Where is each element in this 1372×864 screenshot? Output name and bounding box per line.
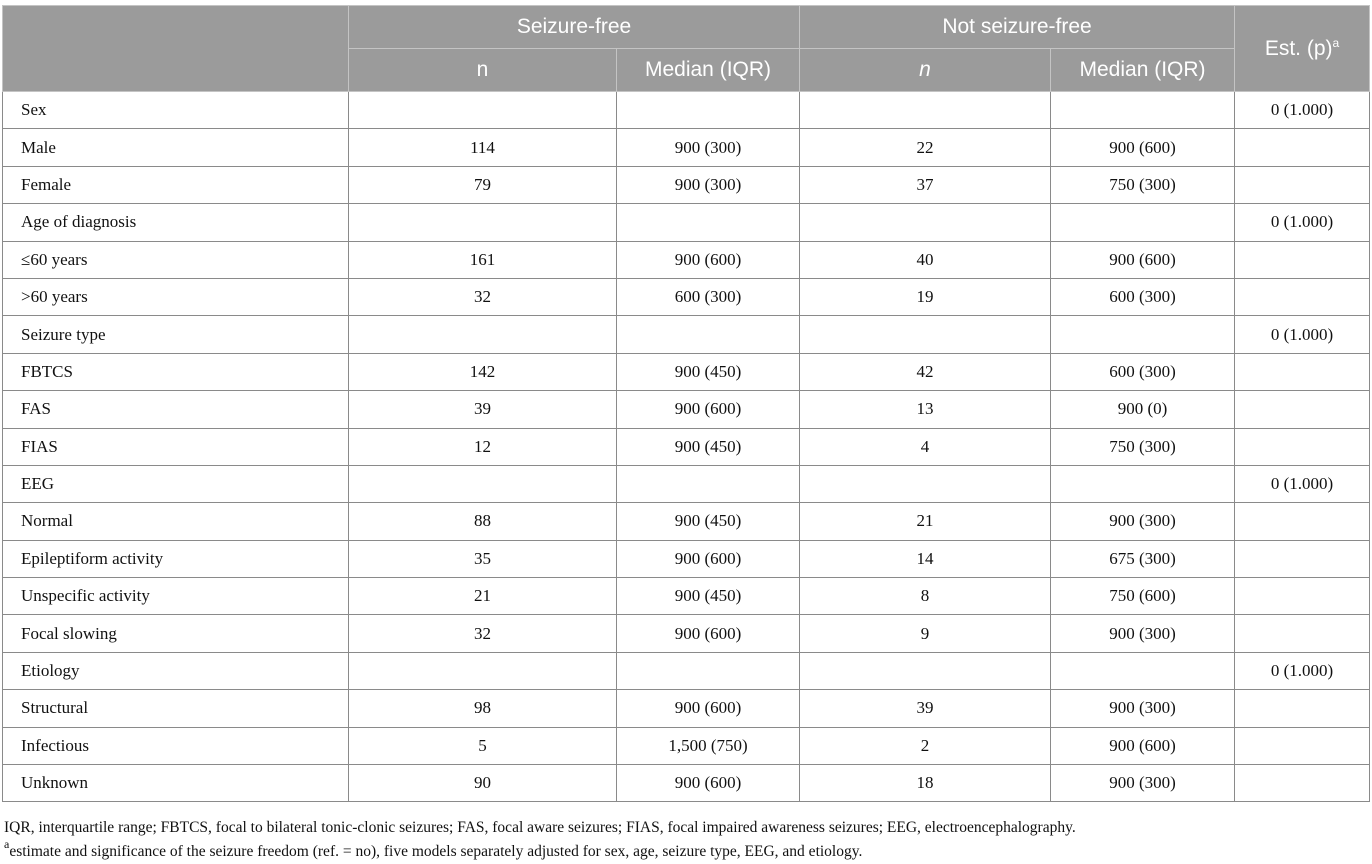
- table-row: [3, 503, 1370, 540]
- cell-sf-n: 98: [349, 690, 617, 727]
- cell-sf-median: 900 (600): [617, 690, 800, 727]
- header-group-not-seizure-free: Not seizure-free: [800, 6, 1235, 49]
- header-median-seizure-free: Median (IQR): [617, 49, 800, 92]
- footnote-abbreviations: IQR, interquartile range; FBTCS, focal to bilateral tonic-clonic seizures; FAS, focal aware seizures; FIAS, focal impaired awareness seizures; EEG, electroencephalography.: [4, 819, 1076, 836]
- cell-sf-median: 900 (450): [617, 578, 800, 615]
- cell-nsf-median: [1051, 652, 1235, 689]
- cell-sf-n: 142: [349, 353, 617, 390]
- cell-sf-n: 90: [349, 765, 617, 802]
- cell-nsf-n: 9: [800, 615, 1051, 652]
- cell-sf-median: [617, 316, 800, 353]
- footnote-a: [4, 837, 863, 861]
- cell-nsf-n: 18: [800, 765, 1051, 802]
- table-row: [3, 241, 1370, 278]
- results-table: [2, 5, 1370, 802]
- table-row: [3, 615, 1370, 652]
- cell-nsf-median: 900 (0): [1051, 391, 1235, 428]
- cell-nsf-median: 900 (600): [1051, 129, 1235, 166]
- cell-nsf-median: [1051, 316, 1235, 353]
- cell-est: [1235, 241, 1370, 278]
- cell-sf-median: 900 (300): [617, 166, 800, 203]
- cell-sf-median: 600 (300): [617, 278, 800, 315]
- cell-nsf-median: 900 (300): [1051, 690, 1235, 727]
- cell-nsf-n: 14: [800, 540, 1051, 577]
- table-row: [3, 652, 1370, 689]
- cell-sf-n: [349, 652, 617, 689]
- cell-est: [1235, 391, 1370, 428]
- table-row: [3, 690, 1370, 727]
- header-est-footnote-marker: a: [1332, 35, 1340, 50]
- cell-est: [1235, 503, 1370, 540]
- table-row: [3, 92, 1370, 129]
- cell-nsf-n: 21: [800, 503, 1051, 540]
- cell-sf-median: [617, 204, 800, 241]
- row-label: FAS: [3, 391, 349, 428]
- row-label: Unknown: [3, 765, 349, 802]
- cell-nsf-median: 600 (300): [1051, 278, 1235, 315]
- cell-est: [1235, 278, 1370, 315]
- row-label: FIAS: [3, 428, 349, 465]
- cell-nsf-n: 22: [800, 129, 1051, 166]
- row-label: Epileptiform activity: [3, 540, 349, 577]
- row-label: Etiology: [3, 652, 349, 689]
- row-label: Age of diagnosis: [3, 204, 349, 241]
- row-label: Seizure type: [3, 316, 349, 353]
- table-row: [3, 129, 1370, 166]
- table-row: [3, 204, 1370, 241]
- cell-sf-n: [349, 92, 617, 129]
- cell-est: [1235, 428, 1370, 465]
- cell-nsf-n: 37: [800, 166, 1051, 203]
- cell-nsf-n: [800, 652, 1051, 689]
- cell-est: 0 (1.000): [1235, 92, 1370, 129]
- table-row: [3, 727, 1370, 764]
- cell-sf-n: 39: [349, 391, 617, 428]
- header-n-seizure-free: n: [349, 49, 617, 92]
- table-body: [3, 92, 1370, 802]
- cell-nsf-n: 19: [800, 278, 1051, 315]
- cell-nsf-median: 600 (300): [1051, 353, 1235, 390]
- cell-est: 0 (1.000): [1235, 465, 1370, 502]
- header-group-seizure-free: Seizure-free: [349, 6, 800, 49]
- cell-sf-median: [617, 92, 800, 129]
- cell-est: [1235, 727, 1370, 764]
- cell-nsf-n: [800, 204, 1051, 241]
- row-label: FBTCS: [3, 353, 349, 390]
- cell-sf-median: 1,500 (750): [617, 727, 800, 764]
- cell-nsf-median: 900 (300): [1051, 615, 1235, 652]
- cell-sf-median: 900 (450): [617, 503, 800, 540]
- table-header: [3, 6, 1370, 92]
- cell-nsf-median: 900 (600): [1051, 727, 1235, 764]
- cell-nsf-median: 750 (300): [1051, 166, 1235, 203]
- cell-sf-n: 5: [349, 727, 617, 764]
- cell-est: 0 (1.000): [1235, 652, 1370, 689]
- cell-est: [1235, 129, 1370, 166]
- cell-sf-n: [349, 316, 617, 353]
- cell-nsf-n: 8: [800, 578, 1051, 615]
- cell-nsf-median: 750 (300): [1051, 428, 1235, 465]
- table-row: [3, 166, 1370, 203]
- cell-sf-median: 900 (600): [617, 391, 800, 428]
- table-row: [3, 316, 1370, 353]
- table-row: [3, 540, 1370, 577]
- cell-sf-n: 21: [349, 578, 617, 615]
- cell-sf-median: [617, 465, 800, 502]
- table-row: [3, 391, 1370, 428]
- cell-nsf-median: 675 (300): [1051, 540, 1235, 577]
- row-label: Structural: [3, 690, 349, 727]
- cell-nsf-median: 900 (300): [1051, 765, 1235, 802]
- cell-sf-median: 900 (300): [617, 129, 800, 166]
- row-label: ≤60 years: [3, 241, 349, 278]
- cell-nsf-n: 39: [800, 690, 1051, 727]
- cell-est: [1235, 166, 1370, 203]
- cell-sf-median: 900 (600): [617, 241, 800, 278]
- table-row: [3, 578, 1370, 615]
- header-median-not-seizure-free: Median (IQR): [1051, 49, 1235, 92]
- cell-est: 0 (1.000): [1235, 204, 1370, 241]
- cell-nsf-n: 4: [800, 428, 1051, 465]
- row-label: >60 years: [3, 278, 349, 315]
- cell-est: [1235, 540, 1370, 577]
- cell-est: [1235, 690, 1370, 727]
- table-row: [3, 353, 1370, 390]
- cell-est: [1235, 353, 1370, 390]
- row-label: Sex: [3, 92, 349, 129]
- header-est-label: Est. (p): [1264, 36, 1333, 60]
- cell-est: 0 (1.000): [1235, 316, 1370, 353]
- row-label: Focal slowing: [3, 615, 349, 652]
- row-label: Male: [3, 129, 349, 166]
- header-est: [1235, 6, 1370, 92]
- cell-est: [1235, 578, 1370, 615]
- cell-sf-n: 161: [349, 241, 617, 278]
- cell-est: [1235, 765, 1370, 802]
- table-row: [3, 278, 1370, 315]
- table-row: [3, 465, 1370, 502]
- cell-sf-median: 900 (600): [617, 540, 800, 577]
- row-label: Normal: [3, 503, 349, 540]
- cell-sf-n: [349, 204, 617, 241]
- table-row: [3, 428, 1370, 465]
- cell-nsf-median: [1051, 465, 1235, 502]
- cell-nsf-n: [800, 92, 1051, 129]
- cell-sf-median: 900 (450): [617, 428, 800, 465]
- cell-nsf-median: 900 (600): [1051, 241, 1235, 278]
- cell-sf-median: [617, 652, 800, 689]
- row-label: Infectious: [3, 727, 349, 764]
- cell-nsf-median: [1051, 204, 1235, 241]
- header-n-not-seizure-free: n: [800, 49, 1051, 92]
- row-label: EEG: [3, 465, 349, 502]
- cell-nsf-n: [800, 465, 1051, 502]
- cell-est: [1235, 615, 1370, 652]
- cell-sf-n: 35: [349, 540, 617, 577]
- row-label: Female: [3, 166, 349, 203]
- cell-sf-n: 114: [349, 129, 617, 166]
- footnote-marker: a: [4, 837, 10, 851]
- cell-nsf-n: [800, 316, 1051, 353]
- cell-sf-median: 900 (450): [617, 353, 800, 390]
- cell-sf-n: 32: [349, 615, 617, 652]
- cell-sf-n: 88: [349, 503, 617, 540]
- footnote-text: estimate and significance of the seizure freedom (ref. = no), five models separately adjusted for sex, age, seizure type, EEG, and etiology.: [9, 843, 863, 860]
- cell-sf-median: 900 (600): [617, 615, 800, 652]
- cell-nsf-n: 40: [800, 241, 1051, 278]
- cell-nsf-median: 900 (300): [1051, 503, 1235, 540]
- row-label: Unspecific activity: [3, 578, 349, 615]
- cell-nsf-median: 750 (600): [1051, 578, 1235, 615]
- table-row: [3, 765, 1370, 802]
- cell-sf-n: [349, 465, 617, 502]
- cell-sf-n: 12: [349, 428, 617, 465]
- cell-sf-n: 32: [349, 278, 617, 315]
- cell-nsf-n: 13: [800, 391, 1051, 428]
- cell-nsf-n: 42: [800, 353, 1051, 390]
- cell-nsf-median: [1051, 92, 1235, 129]
- cell-nsf-n: 2: [800, 727, 1051, 764]
- cell-sf-n: 79: [349, 166, 617, 203]
- cell-sf-median: 900 (600): [617, 765, 800, 802]
- header-blank-cell: [3, 6, 349, 92]
